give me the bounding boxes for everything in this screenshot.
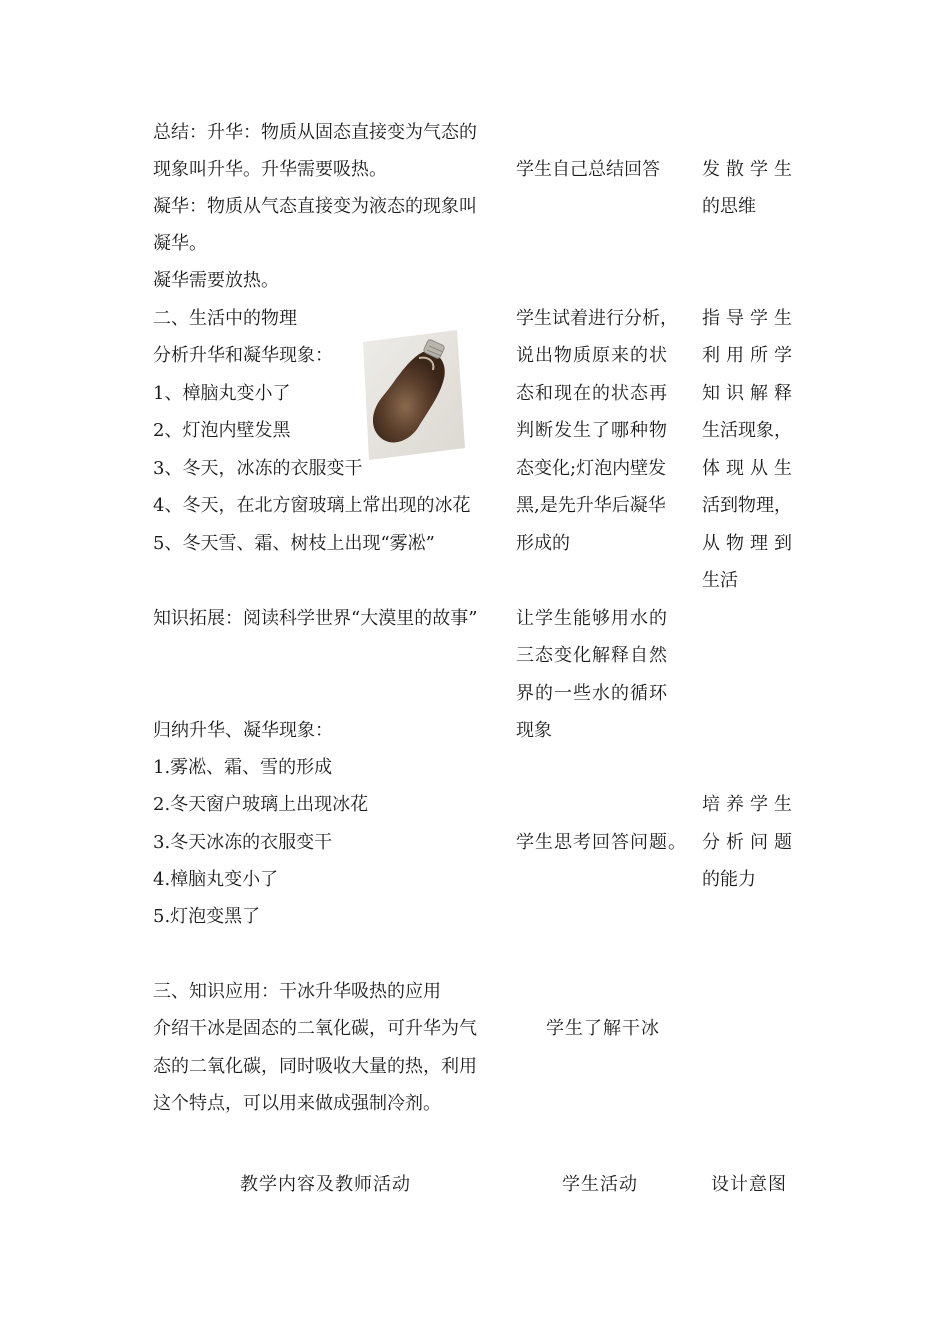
summary-line-4: 凝华。 xyxy=(153,233,207,254)
design-intent-2-line: 体现从生 xyxy=(702,458,798,479)
student-activity-2-line: 态和现在的状态再 xyxy=(516,383,668,404)
section3-title: 三、知识应用：干冰升华吸热的应用 xyxy=(153,981,441,1002)
student-activity-2-line: 判断发生了哪种物 xyxy=(516,420,668,441)
light-bulb-photo-icon xyxy=(357,330,465,460)
extension-reading: 知识拓展：阅读科学世界“大漠里的故事” xyxy=(153,608,478,629)
summary2-item: 4.樟脑丸变小了 xyxy=(153,869,279,890)
summary-line-2: 现象叫升华。升华需要吸热。 xyxy=(153,159,387,180)
summary-line-5: 凝华需要放热。 xyxy=(153,270,279,291)
design-intent-2-line: 从物理到 xyxy=(702,533,798,554)
student-activity-1: 学生自己总结回答 xyxy=(516,159,660,180)
footer-header-teacher: 教学内容及教师活动 xyxy=(240,1174,411,1195)
student-activity-2-line: 形成的 xyxy=(516,533,570,554)
footer-header-design: 设计意图 xyxy=(711,1174,787,1195)
example-item: 3、冬天，冰冻的衣服变干 xyxy=(153,458,363,479)
section3-line: 态的二氧化碳，同时吸收大量的热，利用 xyxy=(153,1056,477,1077)
example-item: 2、灯泡内壁发黑 xyxy=(153,420,291,441)
student-activity-2-line: 黑,是先升华后凝华 xyxy=(516,495,666,516)
footer-header-student: 学生活动 xyxy=(562,1174,638,1195)
summary2-title: 归纳升华、凝华现象： xyxy=(153,720,333,741)
design-intent-1-line: 的思维 xyxy=(702,196,756,217)
summary2-item: 2.冬天窗户玻璃上出现冰花 xyxy=(153,794,369,815)
design-intent-3-line: 分析问题 xyxy=(702,832,798,853)
summary2-item: 5.灯泡变黑了 xyxy=(153,906,261,927)
section3-line: 这个特点，可以用来做成强制冷剂。 xyxy=(153,1093,441,1114)
section2-title: 二、生活中的物理 xyxy=(153,308,297,329)
student-activity-2-line: 说出物质原来的状 xyxy=(516,345,668,366)
design-intent-2-line: 利用所学 xyxy=(702,345,798,366)
example-item: 1、樟脑丸变小了 xyxy=(153,383,291,404)
student-activity-3-line: 界的一些水的循环 xyxy=(516,683,668,704)
summary2-item: 3.冬天冰冻的衣服变干 xyxy=(153,832,333,853)
section3-line: 介绍干冰是固态的二氧化碳，可升华为气 xyxy=(153,1018,477,1039)
example-item: 4、冬天，在北方窗玻璃上常出现的冰花 xyxy=(153,495,471,516)
student-activity-3-line: 三态变化解释自然 xyxy=(516,645,668,666)
design-intent-2-line: 生活 xyxy=(702,570,738,591)
summary2-item: 1.雾凇、霜、雪的形成 xyxy=(153,757,333,778)
student-activity-4: 学生思考回答问题。 xyxy=(516,832,687,853)
design-intent-3-line: 的能力 xyxy=(702,869,756,890)
student-activity-3-line: 现象 xyxy=(516,720,552,741)
student-activity-3-line: 让学生能够用水的 xyxy=(516,608,668,629)
design-intent-3-line: 培养学生 xyxy=(702,794,798,815)
design-intent-2-line: 指导学生 xyxy=(702,308,798,329)
section2-subtitle: 分析升华和凝华现象： xyxy=(153,345,333,366)
design-intent-2-line: 生活现象， xyxy=(702,420,792,441)
summary-line-1: 总结：升华：物质从固态直接变为气态的 xyxy=(153,122,477,143)
summary-line-3: 凝华：物质从气态直接变为液态的现象叫 xyxy=(153,196,477,217)
design-intent-1-line: 发散学生 xyxy=(702,159,798,180)
design-intent-2-line: 活到物理， xyxy=(702,495,792,516)
design-intent-2-line: 知识解释 xyxy=(702,383,798,404)
example-item: 5、冬天雪、霜、树枝上出现“雾凇” xyxy=(153,533,435,554)
student-activity-5: 学生了解干冰 xyxy=(546,1018,660,1039)
student-activity-2-line: 态变化;灯泡内壁发 xyxy=(516,458,667,479)
student-activity-2-line: 学生试着进行分析， xyxy=(516,308,678,329)
